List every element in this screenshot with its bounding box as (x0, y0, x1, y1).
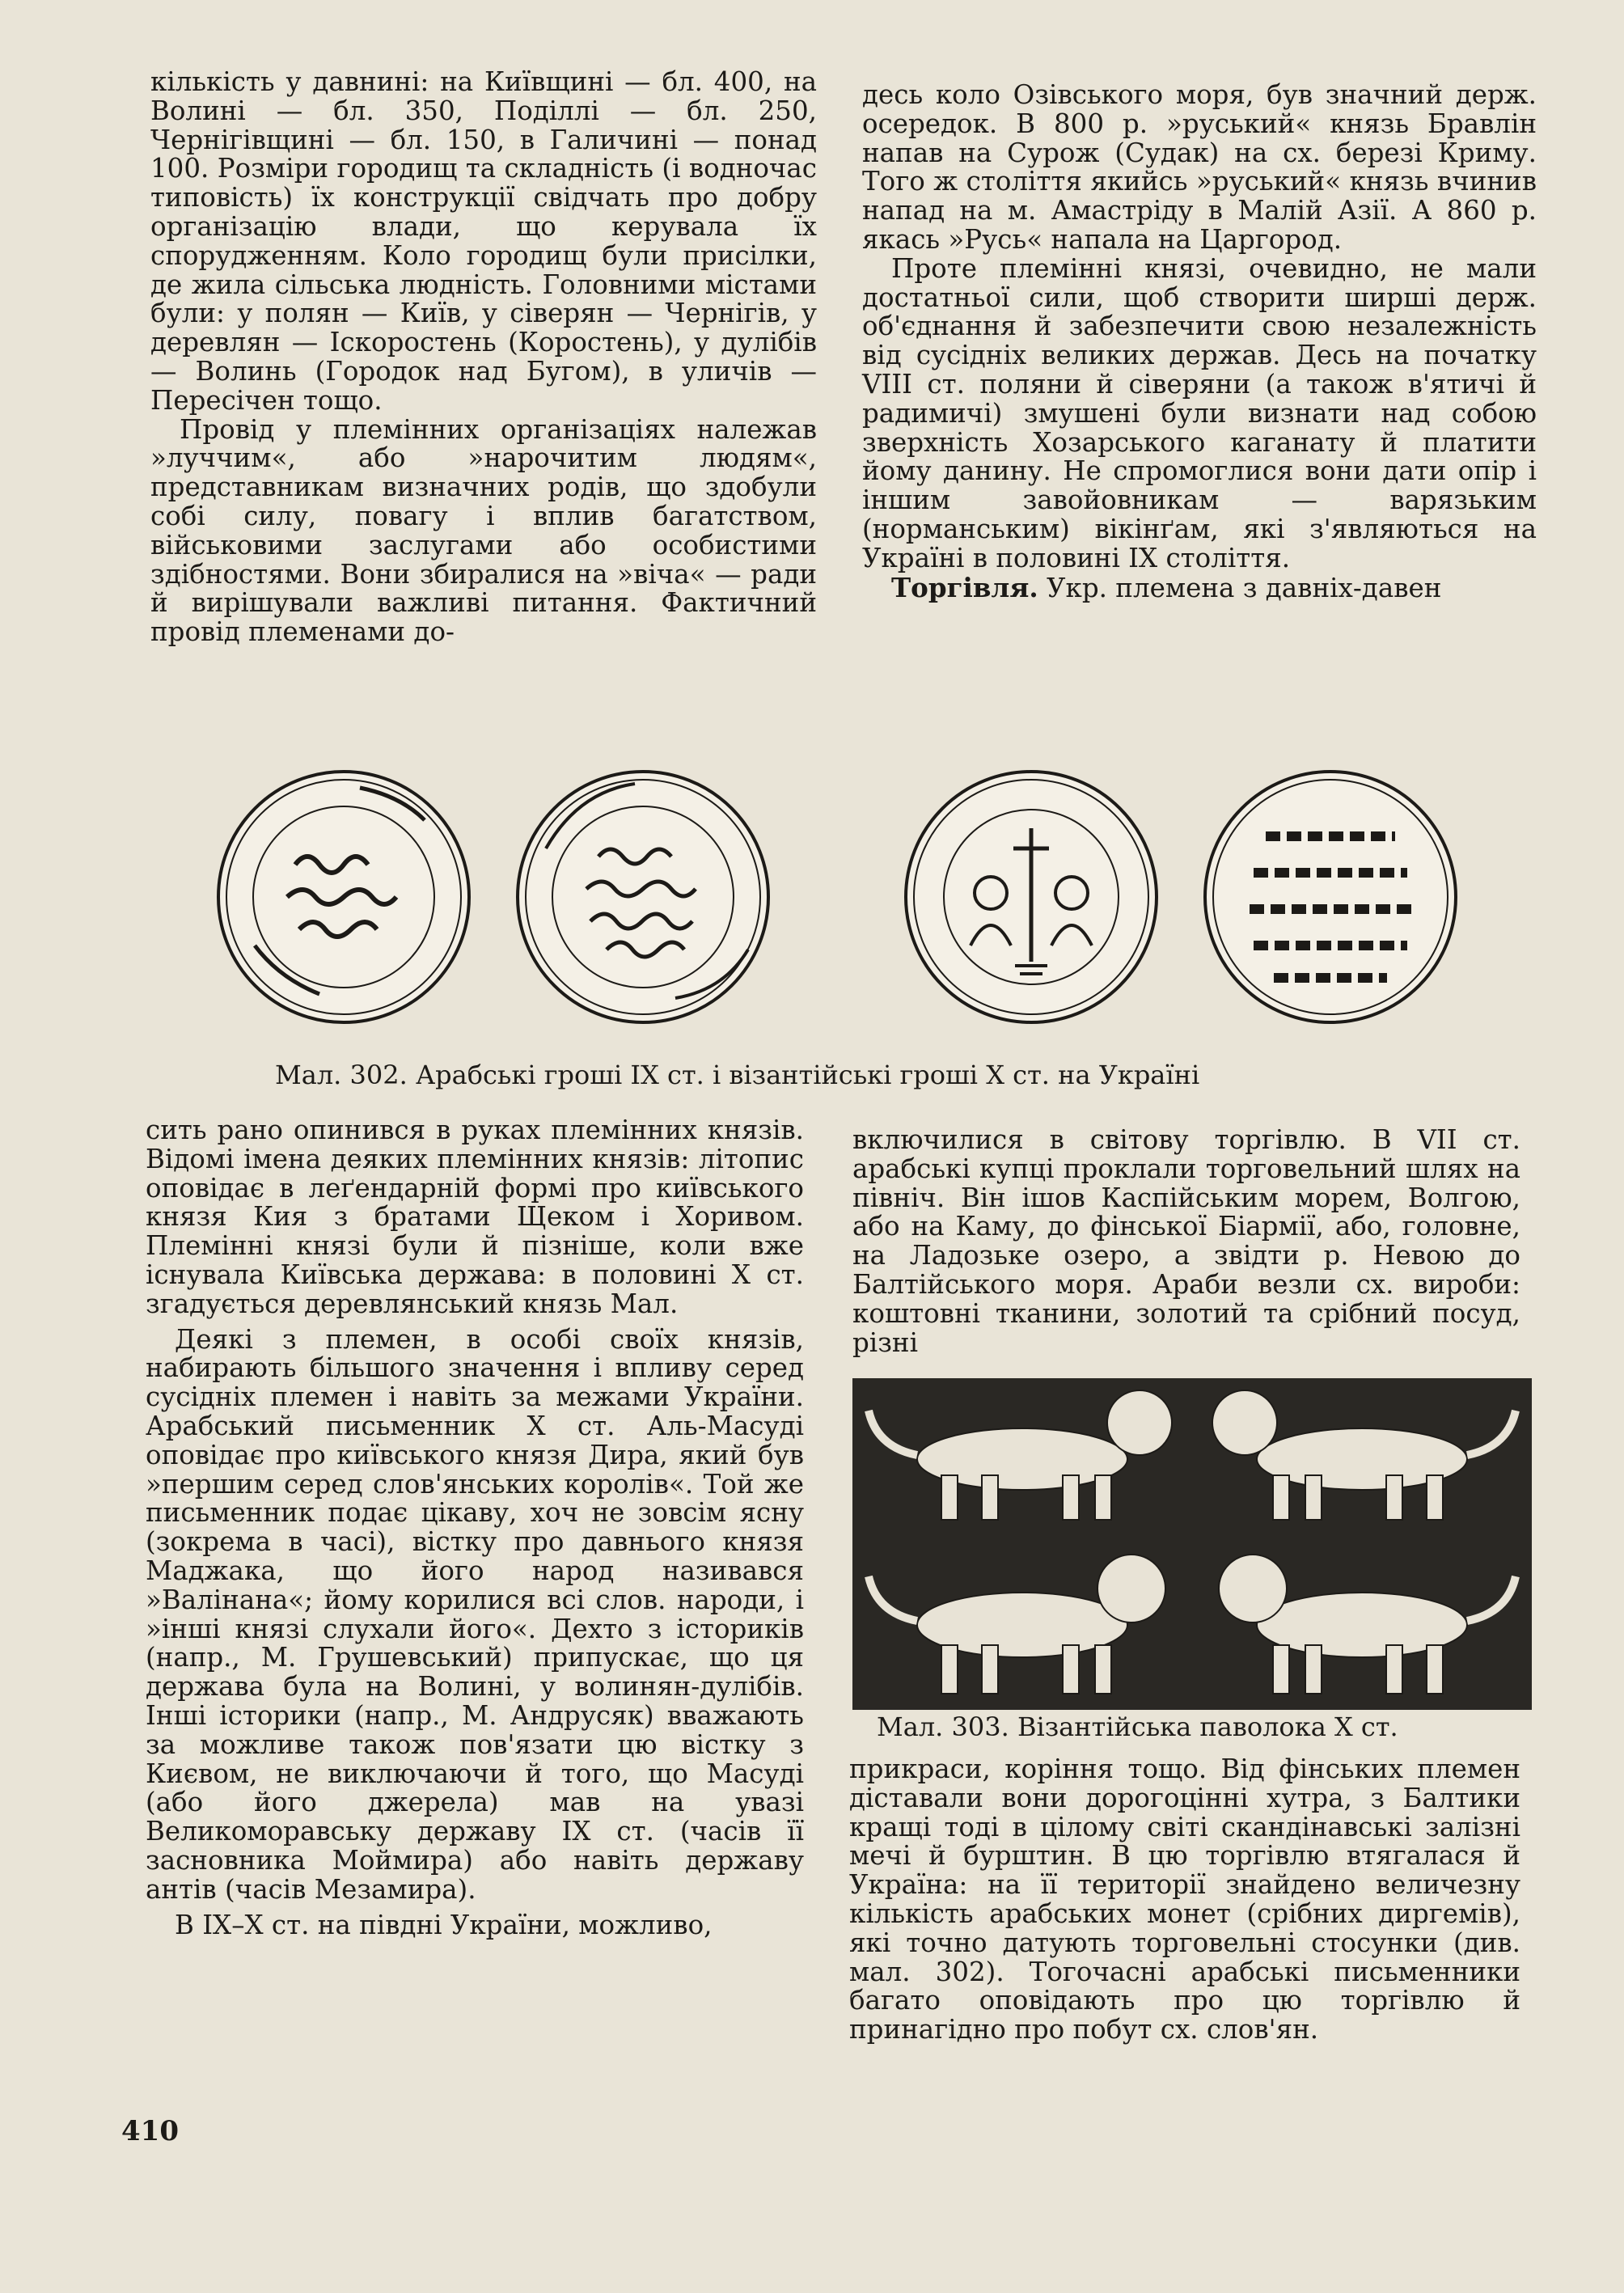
paragraph: Провід у племінних організаціях належав »луччим«, або »нарочитим людям«, представникам визначних родів, що здобули собі силу, повагу і вплив багатством, військовими заслугами або особистими здібностями. Вони збиралися на »віча« — ради й вирішували важливі питання. Фактичний провід племенами до- (150, 413, 817, 648)
paragraph: десь коло Озівського моря, був значний держ. осередок. В 800 р. »руський« князь Бравлін напав на Сурож (Судак) на сх. березі Криму. Того ж століття якийсь »руський« князь вчинив напад на м. Амастріду в Малій Азії. А 860 р. якась »Русь« напала на Царгород. (862, 79, 1537, 255)
figure-303-textile-lions (852, 1378, 1532, 1710)
figure-303-caption: Мал. 303. Візантійська паволока X ст. (877, 1711, 1398, 1742)
page-number: 410 (121, 2115, 179, 2147)
paragraph: кількість у давнині: на Київщині — бл. 400, на Волині — бл. 350, Поділлі — бл. 250, Чернігівщині — бл. 150, в Галичині — понад 100. Розміри городищ та складність (і водночас типовість) їх конструкції свідчать про добру організацію влади, що керувала їх спорудженням. Коло городищ були присілки, де жила сільська людність. Головними містами були: у полян — Київ, у сіверян — Чернігів, у деревлян — Іскоростень (Коростень), у дулібів — Волинь (Городок над Бугом), в уличів — Пересічен тощо. (150, 66, 817, 416)
paragraph: Проте племінні князі, очевидно, не мали достатньої сили, щоб створити ширші держ. об'єднання й забезпечити свою незалежність від сусідніх великих держав. Десь на початку VIII ст. поляни й сіверяни (а також в'ятичі й радимичі) змушені були визнати над собою зверхність Хозарського каганату й платити йому данину. Не спромоглися вони дати опір і іншим завойовникам — варязьким (норманським) вікінґам, які з'являються на Україні в половині IX століття. (862, 252, 1537, 573)
right-column-middle (852, 1126, 1520, 1357)
paragraph: сить рано опинився в руках племінних князів. Відомі імена деяких племінних князів: літопис оповідає в леґендарній формі про київського князя Кия з братами Щеком і Хоривом. Племінні князі були й пізніше, коли вже існувала Київська держава: в половині X ст. згадується деревлянський князь Мал. (146, 1115, 804, 1319)
section-heading-trade: Торгівля. (891, 571, 1038, 603)
byzantine-coin-2-image (1205, 772, 1456, 1022)
trade-intro-text: Укр. племена з давніх-давен (1047, 572, 1442, 603)
right-column-bottom (849, 1755, 1520, 2045)
paragraph: Деякі з племен, в особі своїх князів, набирають більшого значення і впливу серед сусідніх племен і навіть за межами України. Арабський письменник X ст. Аль-Масуді оповідає про київського князя Дира, який був »першим серед слов'янських королів«. Той же письменник подає цікаву, хоч не зовсім ясну (зокрема в часі), вістку про давнього князя Маджака, що його народ називався »Валінана«; йому корилися всі слов. народи, і »інші князі слухали його«. Дехто з істориків (напр., М. Грушевський) припускає, що ця держава була на Волині, у волинян-дулібів. Інші історики (напр., М. Андрусяк) вважають за можливе також пов'язати цю вістку з Києвом, не виключаючи й того, що Масуді (або його джерела) мав на увазі Великоморавську державу IX ст. (часів її засновника Моймира) або навіть державу антів (часів Мезамира). (146, 1323, 804, 1905)
arabic-coin-2-image (518, 772, 768, 1022)
byzantine-coin-1-image (906, 772, 1157, 1022)
section-paragraph-trade (862, 573, 1537, 603)
figure-302-coins (202, 764, 1464, 1030)
left-column-top (150, 68, 817, 647)
arabic-coin-1-image (218, 772, 469, 1022)
paragraph: включилися в світову торгівлю. В VII ст. арабські купці проклали торговельний шлях на північ. Він ішов Каспійським морем, Волгою, або на Каму, до фінської Біармії, або, головне, на Ладозьке озеро, а звідти р. Невою до Балтійського моря. Араби везли сх. вироби: коштовні тканини, золотий та срібний посуд, різні (852, 1124, 1520, 1358)
right-column-top (862, 81, 1537, 603)
left-column-bottom (146, 1116, 804, 1940)
figure-302-caption: Мал. 302. Арабські гроші IX ст. і візантійські гроші X ст. на Україні (275, 1060, 1200, 1090)
paragraph: прикраси, коріння тощо. Від фінських племен діставали вони дорогоцінні хутра, з Балтики кращі тоді в цілому світі скандінавські залізні мечі й бурштин. В цю торгівлю втягалася й Україна: на її території знайдено величезну кількість арабських монет (срібних диргемів), які точно датують торговельні стосунки (див. мал. 302). Тогочасні арабські письменники багато оповідають про цю торгівлю й принагідно про побут сх. слов'ян. (849, 1754, 1520, 2046)
paragraph: В IX–X ст. на півдні України, можливо, (175, 1909, 713, 1940)
